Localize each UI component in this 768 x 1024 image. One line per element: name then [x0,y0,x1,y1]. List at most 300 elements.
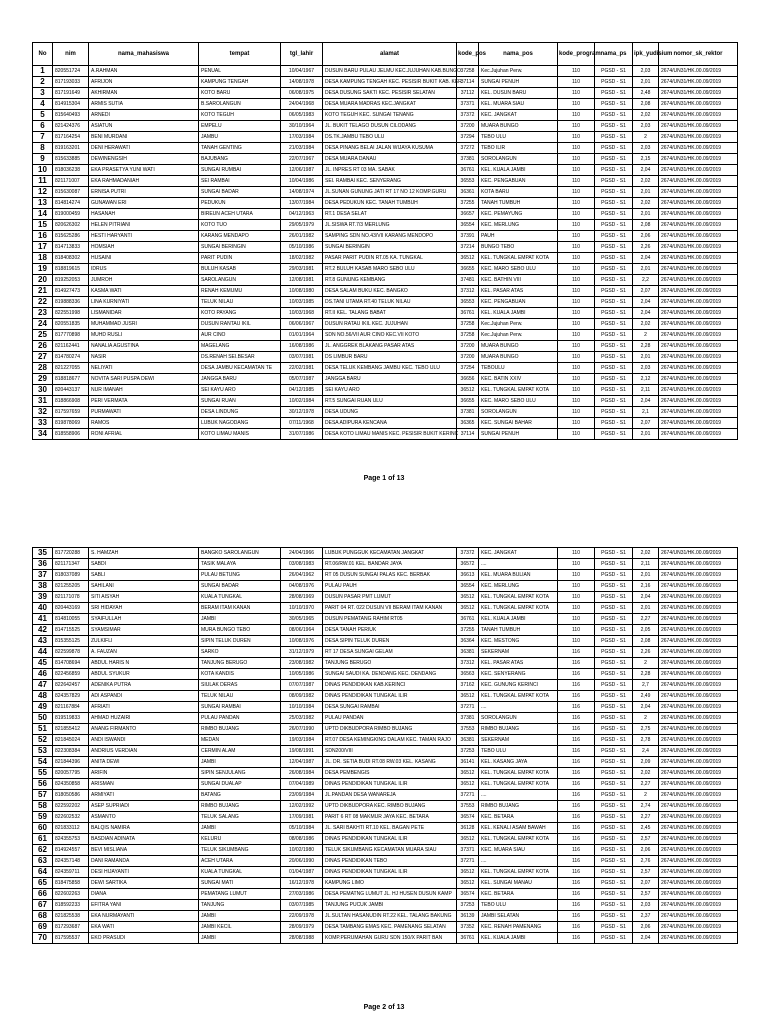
row-number: 59 [33,812,53,823]
program-code-cell: 110 [558,88,595,99]
birthdate-cell: 17/03/1984 [281,132,323,143]
address-cell: PARIT 04 RT. 022 DUSUN VII BERAM ITAM KANAN [323,603,457,614]
birthdate-cell: 05/10/1986 [281,242,323,253]
name-cell: HELEN PITRIANI [89,220,199,231]
name-cell: SYAIFULLAH [89,614,199,625]
gpa-cell: 2,04 [633,253,659,264]
birthplace-cell: TANJUNG [199,900,281,911]
postcode-cell: 36657 [457,209,479,220]
student-table-page-2 [32,547,738,944]
nim-cell: 818050586 [53,790,89,801]
table-row [33,231,738,242]
row-number: 47 [33,680,53,691]
nim-cell: 820626302 [53,220,89,231]
address-cell: LUBUK PUNGGUK KECAMATAN JANGKAT [323,548,457,559]
program-code-cell: 116 [558,768,595,779]
address-cell: DESA SALAM BUKU KEC. BANGKO [323,286,457,297]
study-program-cell: PGSD - S1 [595,922,633,933]
post-office-cell: KEC. JANGKAT [479,548,558,559]
nim-cell: 814924557 [53,845,89,856]
gpa-cell: 2,15 [633,154,659,165]
decree-number-cell: 2674/UN31/HK.00.09/2019 [659,922,738,933]
study-program-cell: PGSD - S1 [595,889,633,900]
study-program-cell: PGSD - S1 [595,231,633,242]
birthplace-cell: SUNGAI BERINGIN [199,242,281,253]
decree-number-cell: 2674/UN31/HK.00.09/2019 [659,603,738,614]
birthdate-cell: 01/01/1964 [281,330,323,341]
post-office-cell: SOROLANGUN [479,154,558,165]
address-cell: DS.TK.JAMBU TEBO ULU [323,132,457,143]
table-row [33,669,738,680]
birthplace-cell: DESA LINDUNG [199,407,281,418]
name-cell: GUNAWAN ERI [89,198,199,209]
row-number: 67 [33,900,53,911]
study-program-cell: PGSD - S1 [595,702,633,713]
row-number: 34 [33,429,53,440]
decree-number-cell: 2674/UN31/HK.00.09/2019 [659,625,738,636]
birthplace-cell: KAMPUNG TENGAH [199,77,281,88]
address-cell: DS.TANI UTAMA RT.40 TELUK NILAU [323,297,457,308]
table-row [33,418,738,429]
study-program-cell: PGSD - S1 [595,385,633,396]
row-number: 13 [33,198,53,209]
nim-cell: 818037089 [53,570,89,581]
study-program-cell: PGSD - S1 [595,209,633,220]
postcode-cell: 36655 [457,396,479,407]
birthplace-cell: KUALA TUNGKAL [199,867,281,878]
gpa-cell: 2,48 [633,88,659,99]
decree-number-cell: 2674/UN31/HK.00.09/2019 [659,187,738,198]
table-row [33,713,738,724]
gpa-cell: 2,08 [633,99,659,110]
post-office-cell: KEL. PASAR ATAS [479,286,558,297]
birthdate-cell: 27/03/1986 [281,889,323,900]
nim-cell: 820057795 [53,768,89,779]
post-office-cell: KEC. MARO SEBO ULU [479,264,558,275]
program-code-cell: 116 [558,647,595,658]
program-code-cell: 116 [558,658,595,669]
birthplace-cell: JAMBI [199,757,281,768]
birthdate-cell: 10/08/1980 [281,286,323,297]
decree-number-cell: 2674/UN31/HK.00.09/2019 [659,570,738,581]
postcode-cell: 37114 [457,429,479,440]
decree-number-cell: 2674/UN31/HK.00.09/2019 [659,933,738,944]
program-code-cell: 110 [558,275,595,286]
postcode-cell: 36512 [457,768,479,779]
column-header: nama_pos [479,43,558,66]
nim-cell: 819000459 [53,209,89,220]
post-office-cell: JAMBI SELATAN [479,911,558,922]
birthplace-cell: BANGKO SAROLANGUN [199,548,281,559]
decree-number-cell: 2674/UN31/HK.00.09/2019 [659,889,738,900]
table-row [33,286,738,297]
address-cell: DESA UDUNG [323,407,457,418]
program-code-cell: 116 [558,746,595,757]
post-office-cell: MUARA BUNGO [479,121,558,132]
row-number: 42 [33,625,53,636]
program-code-cell: 110 [558,187,595,198]
study-program-cell: PGSD - S1 [595,603,633,614]
study-program-cell: PGSD - S1 [595,592,633,603]
name-cell: NANALIA AGUSTINA [89,341,199,352]
name-cell: EKA PRASETYA YUNI WATI [89,165,199,176]
birthplace-cell: KOTA KANDIS [199,669,281,680]
row-number: 5 [33,110,53,121]
name-cell: DIANA [89,889,199,900]
student-table-page-1 [32,42,738,440]
row-number: 43 [33,636,53,647]
name-cell: HUSAINI [89,253,199,264]
study-program-cell: PGSD - S1 [595,834,633,845]
decree-number-cell: 2674/UN31/HK.00.09/2019 [659,143,738,154]
table-row [33,757,738,768]
name-cell: EKO PRASUDI [89,933,199,944]
post-office-cell: PAUH [479,231,558,242]
gpa-cell: 2,01 [633,570,659,581]
column-header: kode_program [558,43,595,66]
post-office-cell: KEL. PASAR ATAS [479,658,558,669]
gpa-cell: 2,03 [633,121,659,132]
program-code-cell: 110 [558,231,595,242]
birthplace-cell: PULAU BETUNG [199,570,281,581]
gpa-cell: 2,04 [633,308,659,319]
name-cell: EKA RAHMADANIAH [89,176,199,187]
postcode-cell: 37553 [457,724,479,735]
program-code-cell: 110 [558,363,595,374]
address-cell: SEI. RAMBAI KEC. SENYERANG [323,176,457,187]
address-cell: DESA PEMATNG LUMUT JL. HJ HUSEN DUSUN KAMP [323,889,457,900]
row-number: 45 [33,658,53,669]
name-cell: IDRUS [89,264,199,275]
birthplace-cell: BAJUBANG [199,154,281,165]
nim-cell: 820551724 [53,66,89,77]
gpa-cell: 2,02 [633,110,659,121]
column-header: tgl_lahir [281,43,323,66]
postcode-cell: 37255 [457,198,479,209]
row-number: 44 [33,647,53,658]
program-code-cell: 116 [558,724,595,735]
nim-cell: 824355753 [53,834,89,845]
address-cell: KAMPUNG LIMO [323,878,457,889]
birthdate-cell: 23/08/1982 [281,658,323,669]
gpa-cell: 2,45 [633,823,659,834]
nim-cell: 814708694 [53,658,89,669]
address-cell: DINAS PENDIDIKAN TEBO [323,856,457,867]
name-cell: DENI HERAWATI [89,143,199,154]
study-program-cell: PGSD - S1 [595,264,633,275]
nim-cell: 814814274 [53,198,89,209]
study-program-cell: PGSD - S1 [595,878,633,889]
study-program-cell: PGSD - S1 [595,275,633,286]
decree-number-cell: 2674/UN31/HK.00.09/2019 [659,231,738,242]
row-number: 17 [33,242,53,253]
decree-number-cell: 2674/UN31/HK.00.09/2019 [659,132,738,143]
decree-number-cell: 2674/UN31/HK.00.09/2019 [659,790,738,801]
table-row [33,66,738,77]
birthdate-cell: 07/11/1968 [281,418,323,429]
address-cell: DESA PINANG BELAI JALAN WIJAYA KUSUMA [323,143,457,154]
birthplace-cell: PENUAL [199,66,281,77]
address-cell: DESA SIPIN TELUK DUREN [323,636,457,647]
study-program-cell: PGSD - S1 [595,242,633,253]
birthdate-cell: 04/12/1963 [281,209,323,220]
name-cell: SRI HIDAYAH [89,603,199,614]
birthdate-cell: 10/10/1970 [281,603,323,614]
birthdate-cell: 26/08/1984 [281,768,323,779]
birthplace-cell: BIREUN ACEH UTARA [199,209,281,220]
row-number: 36 [33,559,53,570]
birthplace-cell: SUNGAI MATI [199,878,281,889]
name-cell: SABDI [89,559,199,570]
study-program-cell: PGSD - S1 [595,735,633,746]
name-cell: LINA KURNIYATI [89,297,199,308]
decree-number-cell: 2674/UN31/HK.00.09/2019 [659,878,738,889]
gpa-cell: 2,12 [633,374,659,385]
address-cell: TANJUNG PUCUK JAMBI [323,900,457,911]
program-code-cell: 110 [558,429,595,440]
gpa-cell: 2 [633,790,659,801]
study-program-cell: PGSD - S1 [595,867,633,878]
table-row [33,625,738,636]
nim-cell: 821833112 [53,823,89,834]
gpa-cell: 2,05 [633,625,659,636]
gpa-cell: 2,01 [633,77,659,88]
row-number: 46 [33,669,53,680]
gpa-cell: 2,57 [633,867,659,878]
name-cell: NOVITA SARI PUSPA DEWI [89,374,199,385]
postcode-cell: 36512 [457,779,479,790]
birthdate-cell: 01/04/1987 [281,867,323,878]
decree-number-cell: 2674/UN31/HK.00.09/2019 [659,176,738,187]
nim-cell: 820551835 [53,319,89,330]
post-office-cell: KEC. JANGKAT [479,110,558,121]
study-program-cell: PGSD - S1 [595,713,633,724]
table-row [33,867,738,878]
postcode-cell: 36574 [457,889,479,900]
table-row [33,658,738,669]
birthplace-cell: KOTO LIMAU MANIS [199,429,281,440]
birthplace-cell: JANGGA BARU [199,374,281,385]
postcode-cell: 36512 [457,253,479,264]
name-cell: AHMAD HUZAIRI [89,713,199,724]
column-header: nama_ps [595,43,633,66]
birthdate-cell: 10/02/1980 [281,845,323,856]
birthplace-cell: JAMBI [199,614,281,625]
nim-cell: 819163201 [53,143,89,154]
postcode-cell: 37381 [457,407,479,418]
birthplace-cell: JAMBU [199,132,281,143]
birthplace-cell: SEI KAYU ARO [199,385,281,396]
postcode-cell: 36761 [457,308,479,319]
name-cell: ANDI ISWANDI [89,735,199,746]
gpa-cell: 2,74 [633,801,659,812]
post-office-cell: KEL. TUNGKAL EMPAT KOTA [479,867,558,878]
table-row [33,352,738,363]
name-cell: AFRIJON [89,77,199,88]
nim-cell: 819888336 [53,297,89,308]
address-cell: SDN NO.56/VII AUR CINO KEC.VII KOTO [323,330,457,341]
post-office-cell: .... [479,856,558,867]
gpa-cell: 2 [633,132,659,143]
post-office-cell: KEC. BETARA [479,889,558,900]
decree-number-cell: 2674/UN31/HK.00.09/2019 [659,801,738,812]
study-program-cell: PGSD - S1 [595,625,633,636]
post-office-cell: .... [479,702,558,713]
postcode-cell: 37258 [457,330,479,341]
program-code-cell: 110 [558,286,595,297]
nim-cell: 818475858 [53,878,89,889]
address-cell: UPTD DIKBUDPORA RIMBO BUJANG [323,724,457,735]
row-number: 31 [33,396,53,407]
postcode-cell: 37294 [457,132,479,143]
row-number: 18 [33,253,53,264]
table-row [33,407,738,418]
study-program-cell: PGSD - S1 [595,220,633,231]
postcode-cell: 36512 [457,385,479,396]
post-office-cell: SOROLANGUN [479,407,558,418]
birthdate-cell: 10/02/1984 [281,396,323,407]
decree-number-cell: 2674/UN31/HK.00.09/2019 [659,319,738,330]
study-program-cell: PGSD - S1 [595,297,633,308]
nim-cell: 817720288 [53,548,89,559]
name-cell: DESI HIJAYANTI [89,867,199,878]
gpa-cell: 2,1 [633,407,659,418]
gpa-cell: 2,02 [633,768,659,779]
postcode-cell: 36141 [457,757,479,768]
study-program-cell: PGSD - S1 [595,154,633,165]
table-row [33,790,738,801]
study-program-cell: PGSD - S1 [595,900,633,911]
gpa-cell: 2,03 [633,363,659,374]
gpa-cell: 2,08 [633,636,659,647]
birthdate-cell: 19/03/1984 [281,735,323,746]
program-code-cell: 110 [558,66,595,77]
study-program-cell: PGSD - S1 [595,286,633,297]
post-office-cell: KEL. DUSUN BARU [479,88,558,99]
address-cell: DESA TANAH PERIUK [323,625,457,636]
row-number: 60 [33,823,53,834]
birthdate-cell: 20/06/1990 [281,856,323,867]
row-number: 70 [33,933,53,944]
birthplace-cell: LUBUK NAGODANG [199,418,281,429]
row-number: 22 [33,297,53,308]
birthdate-cell: 03/07/1981 [281,352,323,363]
nim-cell: 814915304 [53,99,89,110]
program-code-cell: 110 [558,570,595,581]
post-office-cell: SOROLANGUN [479,713,558,724]
address-cell: SDN200/VIII [323,746,457,757]
nim-cell: 822456859 [53,669,89,680]
nim-cell: 821855412 [53,724,89,735]
study-program-cell: PGSD - S1 [595,724,633,735]
nim-cell: 824359711 [53,867,89,878]
decree-number-cell: 2674/UN31/HK.00.09/2019 [659,680,738,691]
decree-number-cell: 2674/UN31/HK.00.09/2019 [659,900,738,911]
nim-cell: 821255205 [53,581,89,592]
birthdate-cell: 06/08/1975 [281,88,323,99]
address-cell: RT.06/RW.01 KEL. BANDAR JAYA [323,559,457,570]
address-cell: SUNGAI BERINGIN [323,242,457,253]
birthdate-cell: 19/08/1991 [281,746,323,757]
study-program-cell: PGSD - S1 [595,570,633,581]
name-cell: ANDRIUS VERDIAN [89,746,199,757]
table-row [33,636,738,647]
study-program-cell: PGSD - S1 [595,658,633,669]
name-cell: MUHD RUSLI [89,330,199,341]
row-number: 23 [33,308,53,319]
table-row [33,768,738,779]
table-row [33,330,738,341]
study-program-cell: PGSD - S1 [595,187,633,198]
nim-cell: 815355125 [53,636,89,647]
address-cell: DUSUN PASAR PMT LUMUT [323,592,457,603]
birthplace-cell: DS.RENAH SEI.BESAR [199,352,281,363]
address-cell: KOTO TEGUH KEC. SUNGAI TENANG [323,110,457,121]
birthplace-cell: CERMIN ALAM [199,746,281,757]
decree-number-cell: 2674/UN31/HK.00.09/2019 [659,99,738,110]
postcode-cell: 37255 [457,625,479,636]
row-number: 62 [33,845,53,856]
decree-number-cell: 2674/UN31/HK.00.09/2019 [659,636,738,647]
post-office-cell: KEC. MERLUNG [479,220,558,231]
table-body [33,66,738,440]
gpa-cell: 2,26 [633,242,659,253]
study-program-cell: PGSD - S1 [595,768,633,779]
decree-number-cell: 2674/UN31/HK.00.09/2019 [659,66,738,77]
postcode-cell: 37381 [457,713,479,724]
row-number: 25 [33,330,53,341]
gpa-cell: 2,2 [633,275,659,286]
row-number: 11 [33,176,53,187]
address-cell: DESA MUARA MADRAS KEC.JANGKAT [323,99,457,110]
program-code-cell: 116 [558,669,595,680]
study-program-cell: PGSD - S1 [595,429,633,440]
postcode-cell: 37372 [457,548,479,559]
birthplace-cell: SIPIN SENJULANG [199,768,281,779]
postcode-cell: 36553 [457,297,479,308]
gpa-cell: 2,09 [633,757,659,768]
row-number: 65 [33,878,53,889]
birthplace-cell: JAMBI [199,823,281,834]
name-cell: NASIR [89,352,199,363]
decree-number-cell: 2674/UN31/HK.00.09/2019 [659,275,738,286]
post-office-cell: KEC. MERLUNG [479,581,558,592]
birthplace-cell: SUNGAI RUMBAI [199,165,281,176]
birthplace-cell: EMPELU [199,121,281,132]
address-cell: DS LIMBUR BARU [323,352,457,363]
program-code-cell: 116 [558,702,595,713]
study-program-cell: PGSD - S1 [595,176,633,187]
program-code-cell: 116 [558,790,595,801]
program-code-cell: 110 [558,330,595,341]
postcode-cell: 36553 [457,176,479,187]
postcode-cell: 36655 [457,264,479,275]
decree-number-cell: 2674/UN31/HK.00.09/2019 [659,658,738,669]
address-cell: PASAR PARIT PUDIN RT.05 KA. TUNGKAL [323,253,457,264]
nim-cell: 817164254 [53,132,89,143]
row-number: 66 [33,889,53,900]
gpa-cell: 2,75 [633,724,659,735]
birthdate-cell: 22/09/1978 [281,911,323,922]
table-row [33,319,738,330]
table-row [33,253,738,264]
table-row [33,614,738,625]
birthdate-cell: 24/04/1966 [281,548,323,559]
row-number: 21 [33,286,53,297]
address-cell: JL. DR. SETIA BUDI RT.08 RW.03 KEL. KASANG [323,757,457,768]
address-cell: JL.SUNAN GUNUNG JATI RT 17 NO 12 KOMP.GURU [323,187,457,198]
birthplace-cell: ACEH UTARA [199,856,281,867]
